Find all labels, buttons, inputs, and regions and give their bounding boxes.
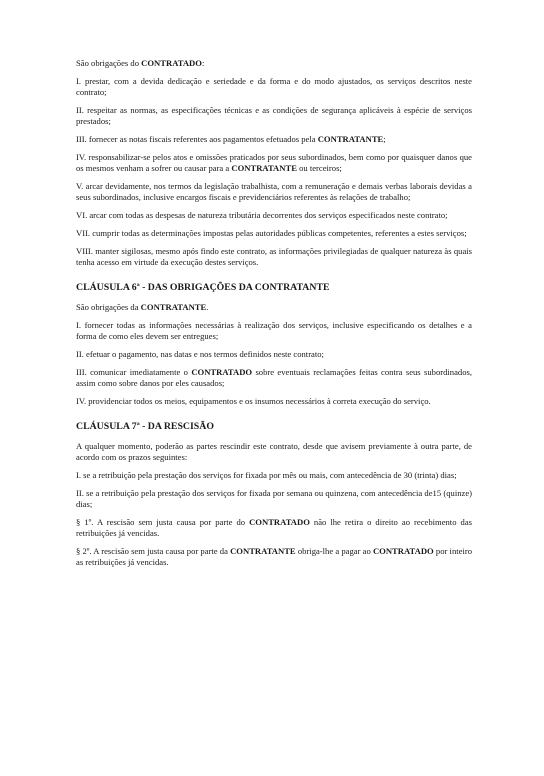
rescission-paragraph-1: § 1º. A rescisão sem justa causa por parte do CONTRATADO não lhe retira o direito ao recebimento das retribuições já vencidas.	[76, 517, 472, 539]
contratante-item-3: III. comunicar imediatamente o CONTRATADO sobre eventuais reclamações feitas contra seus subordinados, assim como sobre danos por eles causados;	[76, 367, 472, 389]
rescission-paragraph-2: § 2º. A rescisão sem justa causa por parte da CONTRATANTE obriga-lhe a pagar ao CONTRATADO por inteiro as retribuições já vencidas.	[76, 546, 472, 568]
contratante-item-1: I. fornecer todas as informações necessárias à realização dos serviços, inclusive especificando os detalhes e a forma de como eles devem ser entregues;	[76, 320, 472, 342]
bold-term: CONTRATANTE	[231, 163, 297, 174]
contratante-item-2: II. efetuar o pagamento, nas datas e nos termos definidos neste contrato;	[76, 349, 324, 360]
contratado-item-5: V. arcar devidamente, nos termos da legislação trabalhista, com a remuneração e demais verbas laborais devidas a seus subordinados, inclusive encargos fiscais e previdenciários referentes às relações de trabalho;	[76, 181, 472, 203]
rescission-intro: A qualquer momento, poderão as partes rescindir este contrato, desde que avisem previamente à outra parte, de acordo com os prazos seguintes:	[76, 441, 472, 463]
bold-term: CONTRATANTE	[140, 302, 207, 313]
contratado-item-1: I. prestar, com a devida dedicação e seriedade e da forma e do modo ajustados, os serviços descritos neste contrato;	[76, 76, 472, 97]
document-page	[76, 58, 472, 575]
rescission-item-1: I. se a retribuição pela prestação dos serviços for fixada por mês ou mais, com antecedência de 30 (trinta) dias;	[76, 470, 457, 481]
contratado-item-6: VI. arcar com todas as despesas de natureza tributária decorrentes dos serviços especificados neste contrato;	[76, 210, 448, 221]
bold-term: CONTRATANTE	[317, 134, 384, 145]
bold-term: CONTRATADO	[141, 58, 202, 68]
contratado-item-2: II. respeitar as normas, as especificações técnicas e as condições de segurança aplicáveis à espécie de serviços prestados;	[76, 105, 472, 126]
contratado-item-8: VIII. manter sigilosas, mesmo após findo este contrato, as informações privilegiadas de qualquer natureza às quais tenha acesso em virtude da execução destes serviços.	[76, 246, 472, 268]
clause-6-title: CLÁUSULA 6ª - DAS OBRIGAÇÕES DA CONTRATANTE	[76, 282, 330, 294]
clause-7-title: CLÁUSULA 7ª - DA RESCISÃO	[76, 421, 214, 433]
contratado-item-3: III. fornecer as notas fiscais referentes aos pagamentos efetuados pela CONTRATANTE;	[76, 134, 386, 145]
contratante-obligations-lead: São obrigações da CONTRATANTE.	[76, 302, 209, 313]
rescission-item-2: II. se a retribuição pela prestação dos serviços for fixada por semana ou quinzena, com antecedência de15 (quinze) dias;	[76, 488, 472, 510]
contratado-item-7: VII. cumprir todas as determinações impostas pelas autoridades públicas competentes, referentes a estes serviços;	[76, 228, 467, 239]
contratante-item-4: IV. providenciar todos os meios, equipamentos e os insumos necessários à correta execução do serviço.	[76, 396, 431, 407]
contratado-item-4: IV. responsabilizar-se pelos atos e omissões praticados por seus subordinados, bem como por quaisquer danos que os mesmos venham a sofrer ou causar para a CONTRATANTE ou terceiros;	[76, 152, 472, 174]
bold-term: CONTRATADO	[191, 367, 253, 378]
bold-term: CONTRATADO	[249, 517, 310, 528]
bold-term: CONTRATADO	[372, 546, 434, 557]
bold-term: CONTRATANTE	[230, 546, 296, 557]
contratado-obligations-lead: São obrigações do CONTRATADO:	[76, 58, 205, 68]
